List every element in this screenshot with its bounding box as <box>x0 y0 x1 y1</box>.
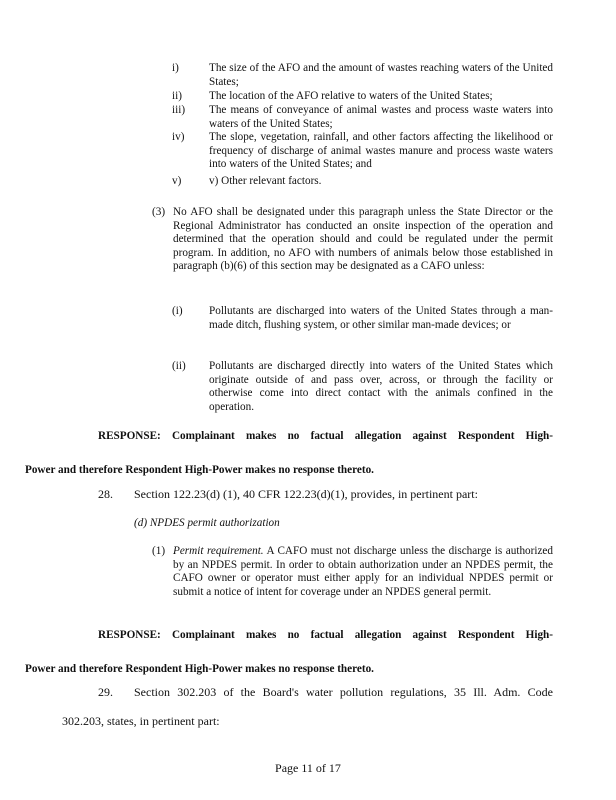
list-marker: ii) <box>172 90 182 102</box>
item-text-line: Section 302.203 of the Board's water pollution regulations, 35 Ill. Adm. Code <box>134 685 553 699</box>
list-marker: (ii) <box>172 360 186 372</box>
list-item-text: The slope, vegetation, rainfall, and other factors affecting the likelihood or frequency of discharge of animal wastes manure and process waste waters into waters of the United States; and <box>209 131 553 171</box>
paragraph-text: No AFO shall be designated under this paragraph unless the State Director or the Regional Administrator has conducted an onsite inspection of the operation and determined that the operation should and could be regulated under the permit program. In addition, no AFO with numbers of animals below those established in paragraph (b)(6) of this section may be designated as a CAFO unless: <box>173 206 553 273</box>
list-item-text: The size of the AFO and the amount of wastes reaching waters of the United States; <box>209 62 553 88</box>
list-item-text: v) Other relevant factors. <box>209 175 322 187</box>
list-marker: iii) <box>172 104 186 116</box>
subheading: (d) NPDES permit authorization <box>134 517 280 529</box>
list-item-text: Pollutants are discharged directly into waters of the United States which originate outside of and pass over, across, or through the facility or otherwise come into direct contact with the animals confined in the operation. <box>209 360 553 413</box>
paragraph-text <box>173 545 553 599</box>
paragraph-marker: (1) <box>152 545 166 557</box>
response-line: Power and therefore Respondent High-Power makes no response thereto. <box>25 663 374 675</box>
page-number: Page 11 of 17 <box>275 761 341 775</box>
item-number: 29. <box>98 685 113 699</box>
item-text-line: 302.203, states, in pertinent part: <box>62 714 220 728</box>
item-text: Section 122.23(d) (1), 40 CFR 122.23(d)(1), provides, in pertinent part: <box>134 487 478 501</box>
list-item-text: The means of conveyance of animal wastes and process waste waters into waters of the United States; <box>209 104 553 130</box>
response-line: RESPONSE: Complainant makes no factual allegation against Respondent High- <box>98 629 553 641</box>
response-line: Power and therefore Respondent High-Power makes no response thereto. <box>25 464 374 476</box>
response-paragraph <box>25 419 553 487</box>
paragraph-body: A CAFO must not discharge unless the discharge is authorized by an NPDES permit. In order to obtain authorization under an NPDES permit, the CAFO owner or operator must either apply for an individual NPDES permit or submit a notice of intent for coverage under an NPDES general permit. <box>173 545 553 598</box>
list-item-text: The location of the AFO relative to waters of the United States; <box>209 90 493 102</box>
list-marker: iv) <box>172 131 185 143</box>
response-paragraph <box>25 618 553 686</box>
paragraph-title: Permit requirement. <box>173 545 264 557</box>
paragraph-marker: (3) <box>152 206 166 218</box>
list-marker: (i) <box>172 305 183 317</box>
list-marker: i) <box>172 62 179 74</box>
item-number: 28. <box>98 487 113 501</box>
list-item-text: Pollutants are discharged into waters of the United States through a man-made ditch, flushing system, or other similar man-made devices; or <box>209 305 553 331</box>
list-marker: v) <box>172 175 182 187</box>
response-line: RESPONSE: Complainant makes no factual allegation against Respondent High- <box>98 430 553 442</box>
